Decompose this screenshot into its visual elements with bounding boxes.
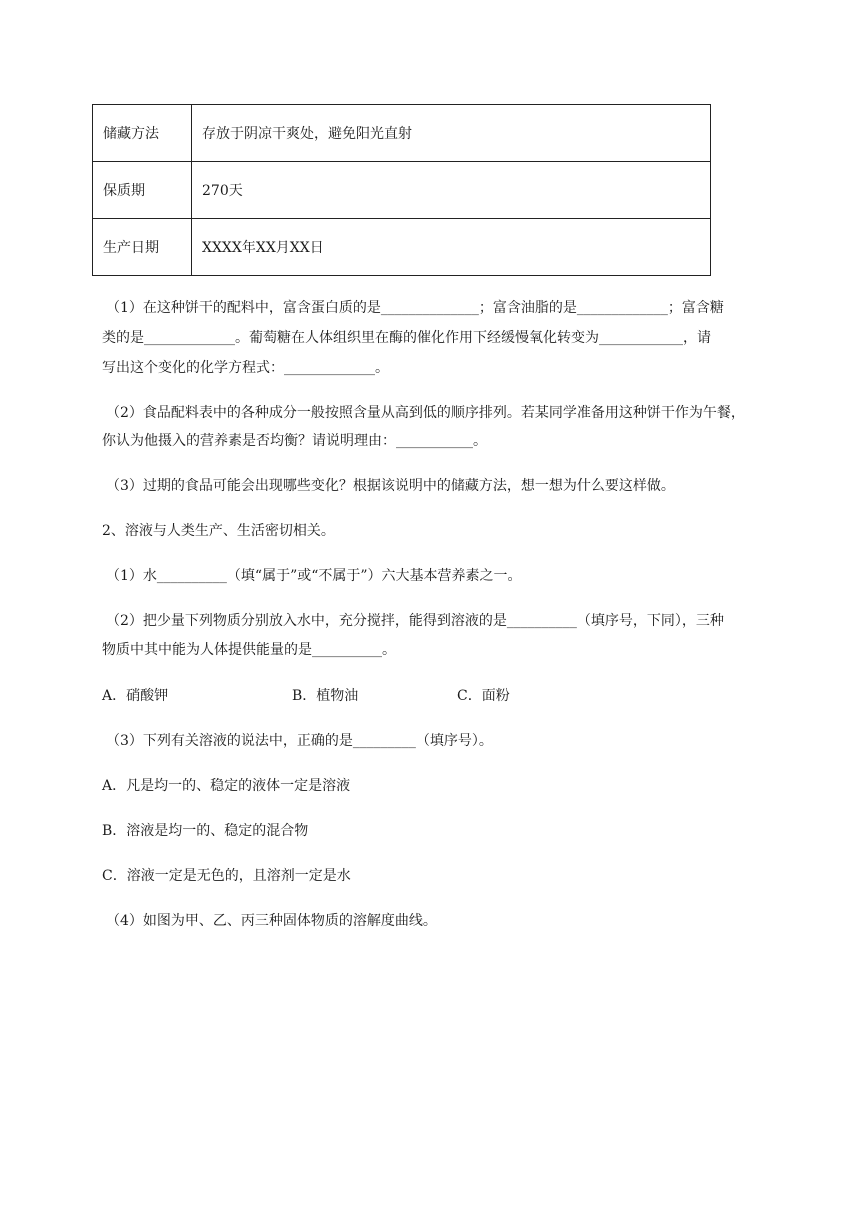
q2-part3-option-c: C．溶液一定是无色的，且溶剂一定是水 xyxy=(102,868,351,884)
table-cell-value: 270天 xyxy=(192,162,711,219)
q2-part2-line1: （2）把少量下列物质分别放入水中，充分搅拌，能得到溶液的是__________（填序号，下同），三种 xyxy=(106,613,724,629)
q1-part1-line2: 类的是_____________。葡萄糖在人体组织里在酶的催化作用下经缓慢氧化转变为____________，请 xyxy=(102,330,711,346)
q2-title: 2、溶液与人类生产、生活密切相关。 xyxy=(102,523,335,539)
q2-part1: （1）水__________（填“属于”或“不属于”）六大基本营养素之一。 xyxy=(106,568,522,584)
q1-part2-line2: 你认为他摄入的营养素是否均衡？请说明理由：___________。 xyxy=(102,433,487,449)
q2-part3: （3）下列有关溶液的说法中，正确的是_________（填序号）。 xyxy=(106,733,493,749)
option-b: B．植物油 xyxy=(292,688,359,704)
q1-part1-line3: 写出这个变化的化学方程式：_____________。 xyxy=(102,360,389,376)
q2-part3-option-a: A．凡是均一的、稳定的液体一定是溶液 xyxy=(102,778,351,794)
q2-part3-option-b: B．溶液是均一的、稳定的混合物 xyxy=(102,823,309,839)
q2-part4: （4）如图为甲、乙、丙三种固体物质的溶解度曲线。 xyxy=(106,913,437,929)
table-cell-label: 生产日期 xyxy=(93,219,192,276)
table-cell-value: 存放于阴凉干爽处，避免阳光直射 xyxy=(192,105,711,162)
table-cell-label: 储藏方法 xyxy=(93,105,192,162)
table-row xyxy=(93,105,711,162)
q1-part2-line1: （2）食品配料表中的各种成分一般按照含量从高到低的顺序排列。若某同学准备用这种饼干作为午餐， xyxy=(106,405,745,421)
q1-part1-line1: （1）在这种饼干的配料中，富含蛋白质的是______________；富含油脂的是_____________；富含糖 xyxy=(106,300,724,316)
table-cell-label: 保质期 xyxy=(93,162,192,219)
table-cell-value: XXXX年XX月XX日 xyxy=(192,219,711,276)
option-a: A．硝酸钾 xyxy=(102,688,169,704)
q1-part3-line1: （3）过期的食品可能会出现哪些变化？根据该说明中的储藏方法，想一想为什么要这样做。 xyxy=(106,478,675,494)
table-row xyxy=(93,219,711,276)
product-info-table xyxy=(92,104,711,276)
table-row xyxy=(93,162,711,219)
option-c: C．面粉 xyxy=(457,688,510,704)
q2-part2-line2: 物质中其中能为人体提供能量的是__________。 xyxy=(102,642,396,658)
